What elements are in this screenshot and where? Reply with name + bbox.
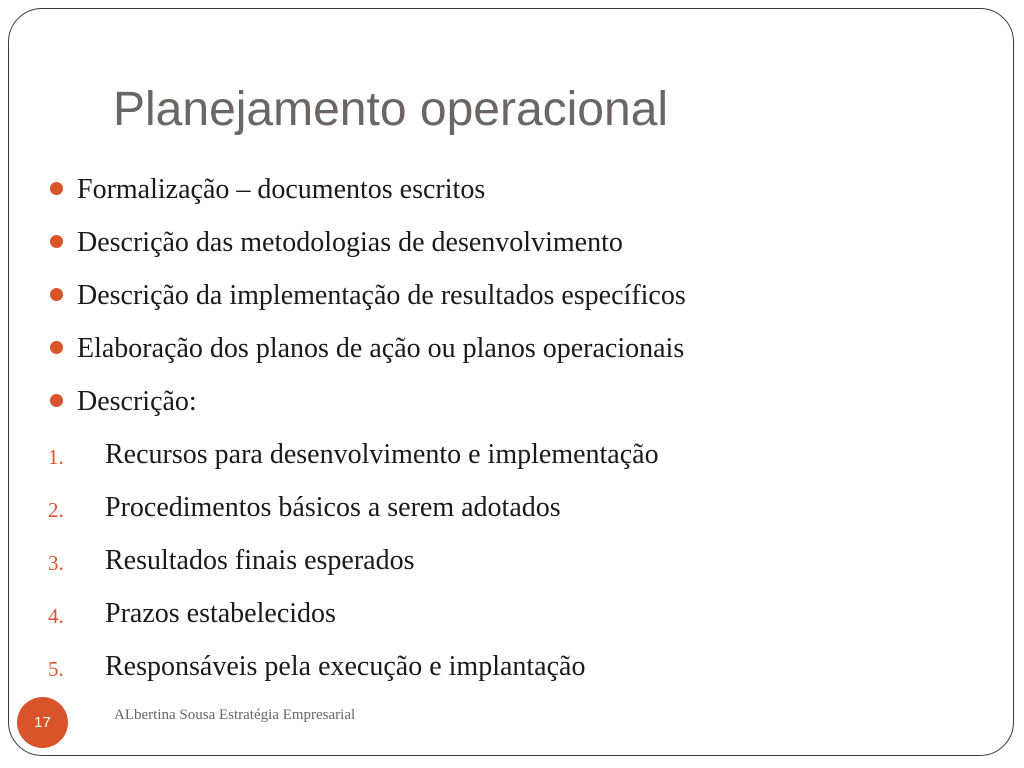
list-number: 1. bbox=[48, 445, 64, 469]
numbered-item bbox=[48, 645, 988, 698]
list-number: 2. bbox=[48, 498, 64, 522]
list-number: 5. bbox=[48, 657, 64, 681]
numbered-item-text: Resultados finais esperados bbox=[105, 545, 415, 576]
bullet-text: Descrição: bbox=[77, 386, 197, 417]
bullet-text: Formalização – documentos escritos bbox=[77, 174, 486, 205]
footer-author: ALbertina Sousa Estratégia Empresarial bbox=[114, 707, 356, 723]
slide-content bbox=[48, 168, 988, 698]
bullet-item bbox=[48, 380, 988, 433]
numbered-item-text: Procedimentos básicos a serem adotados bbox=[105, 492, 561, 523]
numbered-item-text: Recursos para desenvolvimento e implementação bbox=[105, 439, 659, 470]
bullet-item bbox=[48, 327, 988, 380]
bullet-text: Descrição das metodologias de desenvolvimento bbox=[77, 227, 623, 258]
bullet-icon bbox=[50, 341, 63, 354]
bullet-item bbox=[48, 168, 988, 221]
bullet-text: Elaboração dos planos de ação ou planos operacionais bbox=[77, 333, 685, 364]
slide-title: Planejamento operacional bbox=[113, 83, 669, 136]
numbered-item bbox=[48, 433, 988, 486]
list-number: 4. bbox=[48, 604, 64, 628]
numbered-item bbox=[48, 592, 988, 645]
page-number-badge: 17 bbox=[17, 697, 68, 748]
numbered-item-text: Responsáveis pela execução e implantação bbox=[105, 651, 586, 682]
bullet-item bbox=[48, 274, 988, 327]
numbered-item bbox=[48, 486, 988, 539]
numbered-item bbox=[48, 539, 988, 592]
bullet-icon bbox=[50, 288, 63, 301]
bullet-icon bbox=[50, 235, 63, 248]
bullet-item bbox=[48, 221, 988, 274]
bullet-icon bbox=[50, 182, 63, 195]
bullet-text: Descrição da implementação de resultados específicos bbox=[77, 280, 686, 311]
list-number: 3. bbox=[48, 551, 64, 575]
bullet-icon bbox=[50, 394, 63, 407]
numbered-item-text: Prazos estabelecidos bbox=[105, 598, 336, 629]
